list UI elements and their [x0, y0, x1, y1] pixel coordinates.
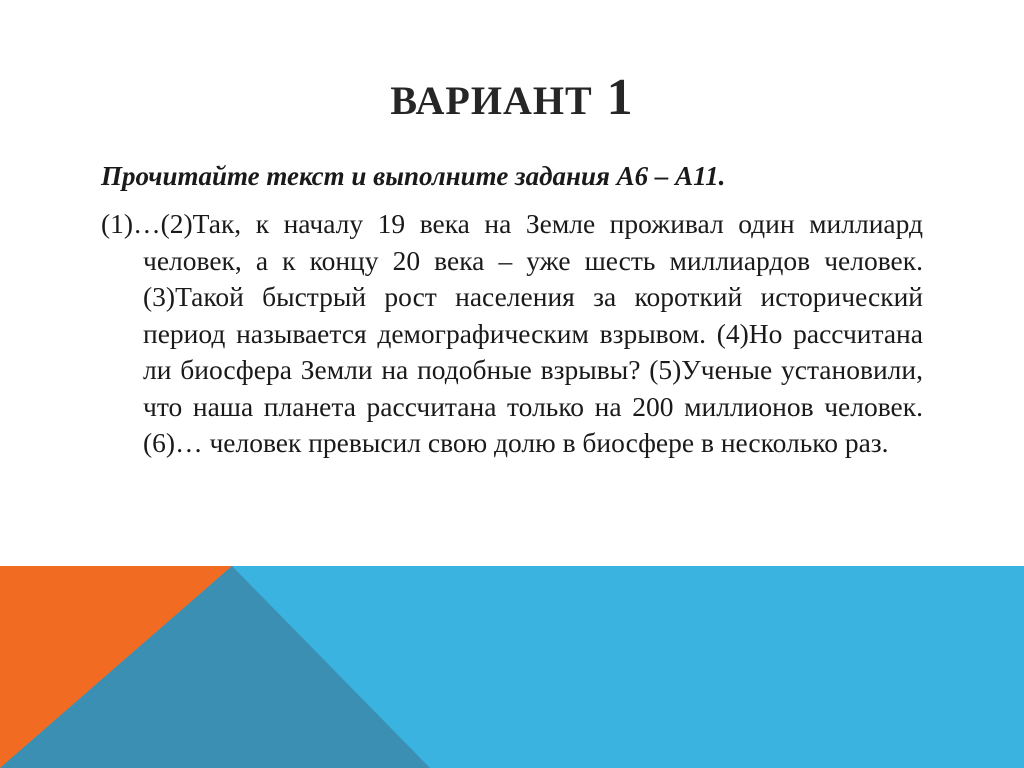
title-word: ВАРИАНТ: [390, 78, 593, 123]
footer-decoration: [0, 566, 1024, 768]
reading-passage: (1)…(2)Так, к началу 19 века на Земле проживал один миллиард человек, а к концу 20 века – уже шесть миллиардов человек. (3)Такой быстрый рост населения за короткий исторический период называется демографическим взрывом. (4)Но рассчитана ли биосфера Земли на подобные взрывы? (5)Ученые установили, что наша планета рассчитана только на 200 миллионов человек. (6)… человек превысил свою долю в биосфере в несколько раз.: [101, 208, 923, 458]
title-number: 1: [606, 69, 634, 126]
task-instruction: Прочитайте текст и выполните задания А6 – А11.: [101, 161, 726, 191]
slide-title: [0, 68, 1024, 131]
